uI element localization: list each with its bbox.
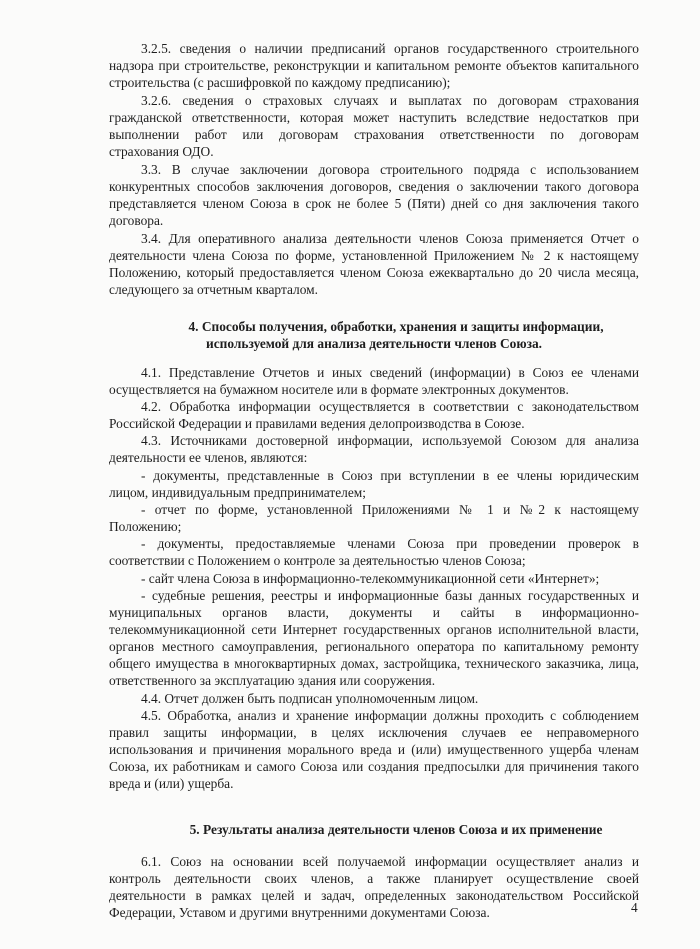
- text-line: деятельности в рамках целей и задач, определенных законодательством Российской: [109, 888, 639, 903]
- section-4-heading-cont: используемой для анализа деятельности членов Союза.: [205, 336, 543, 351]
- text-line: деятельности ее членов, являются:: [109, 450, 308, 465]
- text-line: 4.2. Обработка информации осуществляется в соответствии с законодательством: [141, 399, 639, 414]
- text-line: 4.5. Обработка, анализ и хранение информации должны проходить с соблюдением: [141, 708, 639, 723]
- text-line: - отчет по форме, установленной Приложениями № 1 и №2 к настоящему: [141, 502, 639, 517]
- text-line: Положению, который предоставляется членом Союза ежеквартально до 20 числа месяца,: [109, 265, 639, 280]
- text-line: ответственного за эксплуатацию здания или сооружения.: [109, 673, 436, 688]
- text-line: контроль деятельности своих членов, а также планирует осуществление своей: [109, 871, 639, 886]
- text-line: строительства (с расшифровкой по каждому предписанию);: [109, 75, 451, 90]
- text-line: - сайт члена Союза в информационно-телекоммуникационной сети «Интернет»;: [141, 571, 600, 586]
- text-line: гражданской ответственности, которая может наступить вследствие недостатков при: [109, 110, 639, 125]
- text-line: надзора при строительстве, реконструкции и капитальном ремонте объектов капитального: [109, 58, 639, 73]
- text-line: вреда и (или) ущерба.: [109, 776, 234, 791]
- text-line: выполнении работ или договорам страхования ответственности по договорам: [109, 127, 639, 142]
- text-line: соответствии с Положением о контроле за деятельностью членов Союза;: [109, 553, 526, 568]
- text-line: - документы, предоставляемые членами Союза при проведении проверок в: [141, 536, 639, 551]
- text-line: договора.: [109, 213, 164, 228]
- text-line: 4.1. Представление Отчетов и иных сведений (информации) в Союз ее членами: [141, 365, 639, 380]
- text-line: страхования ОДО.: [109, 144, 214, 159]
- text-line: 4.4. Отчет должен быть подписан уполномоченным лицом.: [141, 691, 479, 706]
- text-line: 4.3. Источниками достоверной информации, используемой Союзом для анализа: [141, 433, 639, 448]
- text-line: Союза, их работникам и самого Союза или создания предпосылки для причинения такого: [109, 759, 639, 774]
- section-4-heading: 4. Способы получения, обработки, хранения и защиты информации,: [188, 319, 604, 334]
- text-line: муниципальных органов власти, документы и сайты в информационно-: [109, 605, 639, 620]
- text-line: правил защиты информации, в целях исключения случаев ее неправомерного: [109, 725, 639, 740]
- section-5-heading: 5. Результаты анализа деятельности членов Союза и их применение: [189, 822, 603, 837]
- text-line: представляется членом Союза в срок не более 5 (Пяти) дней со дня заключения такого: [109, 196, 639, 211]
- text-line: использования и причинения морального вреда и (или) имущественного ущерба членам: [109, 742, 639, 757]
- text-line: - судебные решения, реестры и информационные базы данных государственных и: [141, 588, 639, 603]
- text-line: конкурентных способов заключения договоров, сведения о заключении такого договора: [109, 179, 639, 194]
- text-line: органов местного самоуправления, регионального оператора по капитальному ремонту: [109, 639, 639, 654]
- text-line: деятельности члена Союза по форме, установленной Приложением № 2 к настоящему: [109, 248, 639, 263]
- text-line: 6.1. Союз на основании всей получаемой информации осуществляет анализ и: [141, 854, 639, 869]
- text-line: 3.3. В случае заключении договора строительного подряда с использованием: [141, 162, 639, 177]
- text-line: следующего за отчетным кварталом.: [109, 282, 318, 297]
- text-line: телекоммуникационной сети Интернет государственных органов исполнительной власти,: [109, 622, 639, 637]
- text-line: - документы, представленные в Союз при вступлении в ее члены юридическим: [141, 468, 639, 483]
- text-line: Российской Федерации и правилами ведения делопроизводства в Союзе.: [109, 416, 525, 431]
- text-line: общего имущества в многоквартирных домах, застройщика, технического заказчика, лица,: [109, 656, 639, 671]
- text-line: 3.4. Для оперативного анализа деятельности членов Союза применяется Отчет о: [141, 231, 639, 246]
- text-line: 3.2.6. сведения о страховых случаях и выплатах по договорам страхования: [141, 93, 639, 108]
- text-line: Федерации, Уставом и другими внутренними документами Союза.: [109, 905, 490, 920]
- page-number: 4: [631, 900, 638, 915]
- text-line: осуществляется на бумажном носителе или в формате электронных документов.: [109, 382, 569, 397]
- text-line: лицом, индивидуальным предпринимателем;: [109, 485, 366, 500]
- text-line: Положению;: [109, 519, 182, 534]
- text-line: 3.2.5. сведения о наличии предписаний органов государственного строительного: [141, 41, 639, 56]
